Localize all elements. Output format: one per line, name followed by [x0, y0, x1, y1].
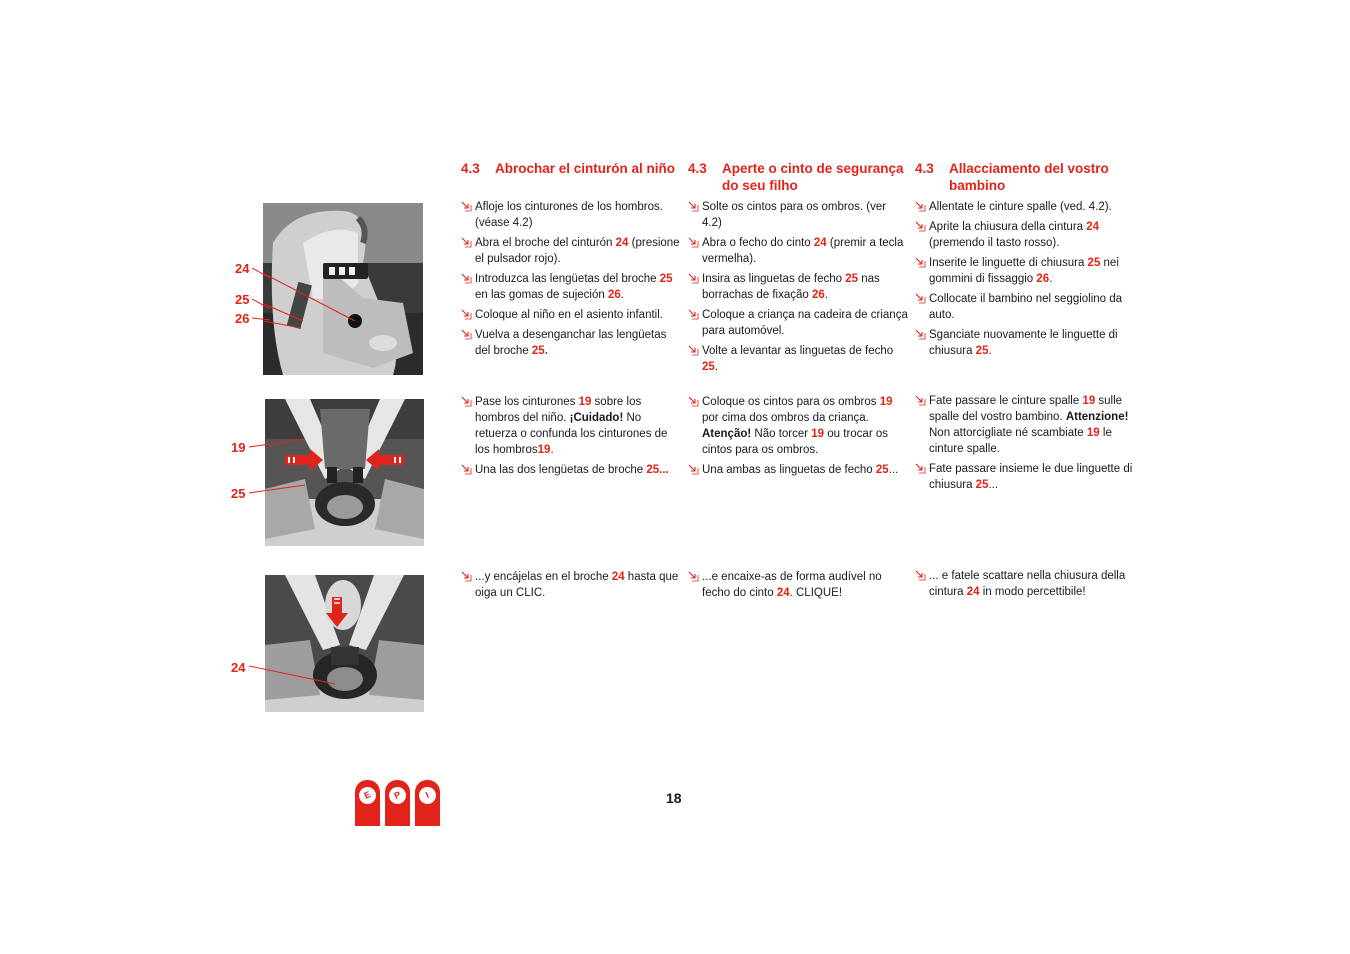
part-reference: 19	[578, 396, 592, 408]
step-text: en las gomas de sujeción	[475, 289, 608, 301]
section-number: 4.3	[915, 161, 934, 176]
step-arrow-icon	[461, 329, 472, 340]
step-arrow-icon	[688, 464, 699, 475]
step-text: . CLIQUE!	[789, 587, 843, 599]
step-arrow-icon	[461, 396, 472, 407]
step-arrow-icon	[688, 273, 699, 284]
step-text: Aprite la chiusura della cintura	[929, 221, 1087, 233]
step-text: Vuelva a desenganchar las lengüetas del broche	[475, 329, 667, 357]
part-reference: 24	[611, 571, 625, 583]
language-tab-i	[415, 780, 440, 826]
step-item	[461, 271, 681, 303]
warning-label: Atenção!	[702, 428, 752, 440]
step-item	[915, 199, 1135, 215]
step-text: Coloque al niño en el asiento infantil.	[475, 309, 663, 321]
part-reference: 24	[813, 237, 827, 249]
step-text: in modo percettibile!	[979, 586, 1086, 598]
step-text: .	[714, 361, 718, 373]
step-text: nei gommini di fissaggio	[929, 257, 1119, 285]
steps-block-2	[461, 394, 681, 482]
part-reference: 25.	[531, 345, 548, 357]
step-text: Allentate le cinture spalle (ved. 4.2).	[929, 201, 1112, 213]
step-item	[688, 343, 908, 375]
step-item	[915, 327, 1135, 359]
part-reference: 19	[1086, 427, 1100, 439]
language-tab-p	[385, 780, 410, 826]
step-arrow-icon	[461, 237, 472, 248]
warning-label: ¡Cuidado!	[569, 412, 624, 424]
step-item	[915, 291, 1135, 323]
step-arrow-icon	[915, 293, 926, 304]
step-text: Fate passare insieme le due linguette di chiusura	[929, 463, 1133, 491]
part-reference: 24	[615, 237, 629, 249]
step-text: Coloque os cintos para os ombros	[702, 396, 880, 408]
step-item	[461, 394, 681, 458]
section-number: 4.3	[461, 161, 480, 176]
step-text: (presione el pulsador rojo).	[475, 237, 680, 265]
step-arrow-icon	[461, 273, 472, 284]
photo-car-seat	[263, 203, 423, 375]
language-letter: I	[424, 789, 431, 801]
part-reference: 24	[966, 586, 980, 598]
steps-block-1	[461, 199, 681, 363]
step-item	[461, 327, 681, 359]
step-arrow-icon	[915, 463, 926, 474]
step-text: por cima dos ombros da criança.	[702, 412, 869, 424]
step-arrow-icon	[688, 345, 699, 356]
step-arrow-icon	[915, 329, 926, 340]
part-reference: 26	[1036, 273, 1050, 285]
step-arrow-icon	[915, 221, 926, 232]
callout-leader-lines-2	[247, 435, 307, 500]
callout-leader-lines-3	[247, 662, 337, 692]
steps-block-2	[688, 394, 908, 482]
step-text: sobre los hombros del niño.	[475, 396, 642, 424]
step-text: .	[550, 444, 554, 456]
part-reference: 25	[845, 273, 858, 285]
part-reference: 25...	[646, 464, 669, 476]
step-item	[461, 199, 681, 231]
callout-19-middle: 19	[231, 440, 246, 455]
step-text: Coloque a criança na cadeira de criança para automóvel.	[702, 309, 908, 337]
step-text: Solte os cintos para os ombros. (ver 4.2)	[702, 201, 887, 229]
callout-24-bottom: 24	[231, 660, 246, 675]
part-reference: 19	[879, 396, 893, 408]
part-reference: 19	[811, 428, 825, 440]
language-letter: E	[362, 789, 373, 801]
step-text: sulle spalle del vostro bambino.	[929, 395, 1123, 423]
part-reference: 24	[776, 587, 790, 599]
section-title: Allacciamento del vostro bambino	[949, 161, 1109, 193]
step-item	[688, 462, 908, 478]
steps-block-3	[915, 568, 1135, 604]
step-item	[915, 461, 1135, 493]
step-item	[688, 394, 908, 458]
steps-block-1	[688, 199, 908, 379]
step-text: .	[1049, 273, 1053, 285]
callout-25-top: 25	[235, 292, 250, 307]
part-reference: 19	[1082, 395, 1096, 407]
step-text: .	[824, 289, 828, 301]
part-reference: 25	[1087, 257, 1101, 269]
step-text: Una las dos lengüetas de broche	[475, 464, 647, 476]
step-text: No retuerza o confunda los cinturones de los hombros	[475, 412, 668, 456]
step-text: ou trocar os cintos para os ombros.	[702, 428, 888, 456]
step-arrow-icon	[915, 395, 926, 406]
step-text: .	[988, 345, 992, 357]
warning-label: Attenzione!	[1065, 411, 1129, 423]
step-arrow-icon	[461, 309, 472, 320]
callout-25-middle: 25	[231, 486, 246, 501]
steps-block-2	[915, 393, 1135, 497]
step-text: ...e encaixe-as de forma audível no fecho do cinto	[702, 571, 882, 599]
step-arrow-icon	[461, 201, 472, 212]
step-arrow-icon	[688, 201, 699, 212]
step-text: ...	[988, 479, 999, 491]
part-reference: 25	[875, 464, 889, 476]
step-item	[688, 199, 908, 231]
step-text: Não torcer	[751, 428, 812, 440]
step-text: (premir a tecla vermelha).	[702, 237, 904, 265]
step-arrow-icon	[461, 571, 472, 582]
language-tab-e	[355, 780, 380, 826]
step-text: hasta que oiga un CLIC.	[475, 571, 679, 599]
step-item	[915, 255, 1135, 287]
steps-block-1	[915, 199, 1135, 363]
step-text: (premendo il tasto rosso).	[929, 237, 1060, 249]
step-text: Non attorcigliate né scambiate	[929, 427, 1087, 439]
page-number: 18	[666, 790, 682, 806]
part-reference: 24	[1086, 221, 1100, 233]
step-item	[461, 307, 681, 323]
step-arrow-icon	[915, 201, 926, 212]
steps-block-3	[688, 569, 908, 605]
step-text: le cinture spalle.	[929, 427, 1112, 455]
step-arrow-icon	[915, 570, 926, 581]
step-arrow-icon	[915, 257, 926, 268]
step-text: Fate passare le cinture spalle	[929, 395, 1083, 407]
step-text: Pase los cinturones	[475, 396, 579, 408]
step-item	[688, 271, 908, 303]
part-reference: 25	[975, 479, 989, 491]
step-item	[688, 235, 908, 267]
callout-leader-lines	[250, 265, 270, 335]
section-number: 4.3	[688, 161, 707, 176]
step-arrow-icon	[688, 396, 699, 407]
callout-26-top: 26	[235, 311, 250, 326]
part-reference: 25	[975, 345, 989, 357]
step-item	[915, 219, 1135, 251]
step-text: Abra el broche del cinturón	[475, 237, 616, 249]
callout-24-top: 24	[235, 261, 250, 276]
part-reference: 25	[702, 361, 715, 373]
step-item	[461, 462, 681, 478]
part-reference: 25	[659, 273, 673, 285]
step-text: Collocate il bambino nel seggiolino da auto.	[929, 293, 1123, 321]
part-reference: 26	[811, 289, 825, 301]
step-text: Volte a levantar as linguetas de fecho	[702, 345, 894, 357]
language-letter: P	[392, 789, 403, 801]
step-item	[688, 307, 908, 339]
step-text: Afloje los cinturones de los hombros. (véase 4.2)	[475, 201, 663, 229]
step-item	[461, 569, 681, 601]
step-text: Una ambas as linguetas de fecho	[702, 464, 876, 476]
step-arrow-icon	[688, 571, 699, 582]
step-text: Inserite le linguette di chiusura	[929, 257, 1088, 269]
step-text: Introduzca las lengüetas del broche	[475, 273, 660, 285]
step-text: Insira as linguetas de fecho	[702, 273, 846, 285]
step-text: ...	[888, 464, 899, 476]
step-text: ... e fatele scattare nella chiusura della cintura	[929, 570, 1126, 598]
step-item	[915, 393, 1135, 457]
step-text: Abra o fecho do cinto	[702, 237, 814, 249]
section-title: Aperte o cinto de segurança do seu filho	[722, 161, 904, 193]
part-reference: 19	[537, 444, 551, 456]
step-item	[461, 235, 681, 267]
step-text: ...y encájelas en el broche	[475, 571, 612, 583]
step-text: nas borrachas de fixação	[702, 273, 880, 301]
step-item	[688, 569, 908, 601]
step-arrow-icon	[461, 464, 472, 475]
step-text: Sganciate nuovamente le linguette di chiusura	[929, 329, 1118, 357]
step-arrow-icon	[688, 237, 699, 248]
section-title: Abrochar el cinturón al niño	[495, 161, 676, 176]
step-arrow-icon	[688, 309, 699, 320]
part-reference: 26	[607, 289, 621, 301]
step-item	[915, 568, 1135, 600]
step-text: .	[620, 289, 624, 301]
steps-block-3	[461, 569, 681, 605]
